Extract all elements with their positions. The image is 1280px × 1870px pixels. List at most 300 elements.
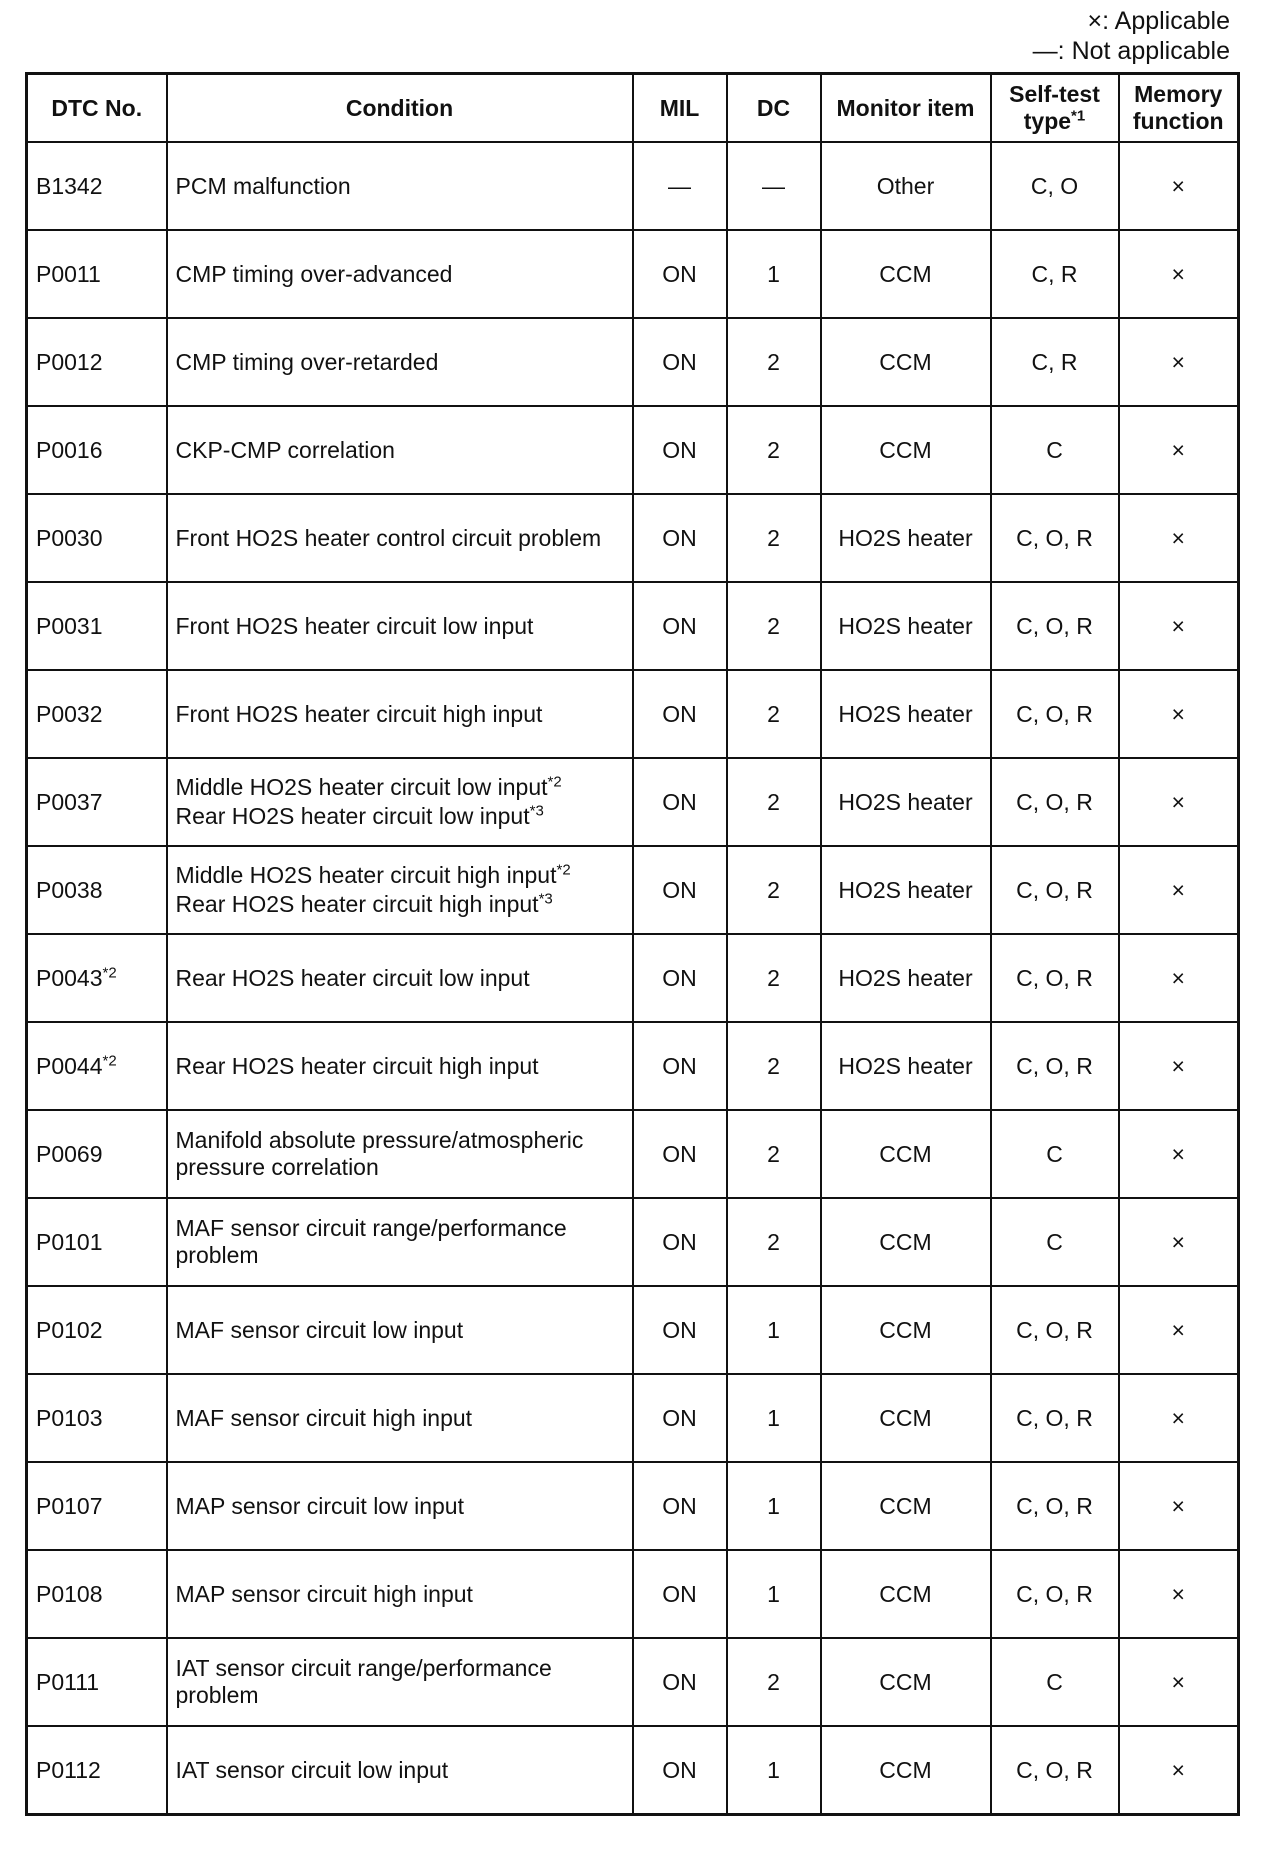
selftest-cell	[991, 494, 1119, 582]
condition-cell	[167, 934, 633, 1022]
memory-cell-value: ×	[1171, 700, 1185, 727]
selftest-cell-value: C	[1046, 1140, 1063, 1167]
memory-cell-value: ×	[1171, 1316, 1185, 1343]
dc-cell-value: 1	[767, 1492, 780, 1519]
condition-cell	[167, 670, 633, 758]
mil-cell	[633, 406, 727, 494]
memory-cell-value: ×	[1171, 1668, 1185, 1695]
mil-cell-value: ON	[662, 1404, 697, 1431]
table-row	[27, 142, 1239, 230]
selftest-cell-value: C, O, R	[1016, 524, 1093, 551]
condition-line	[176, 803, 624, 830]
dc-cell	[727, 1374, 821, 1462]
dtc-cell	[27, 1286, 167, 1374]
mil-cell-value: ON	[662, 436, 697, 463]
memory-cell-value: ×	[1171, 260, 1185, 287]
table-row	[27, 846, 1239, 934]
dtc-cell	[27, 1374, 167, 1462]
selftest-cell-value: C, O, R	[1016, 1404, 1093, 1431]
selftest-cell-value: C, R	[1031, 260, 1078, 287]
dtc-cell	[27, 846, 167, 934]
selftest-cell	[991, 1374, 1119, 1462]
monitor-cell	[821, 1550, 991, 1638]
condition-text: Middle HO2S heater circuit high input	[175, 862, 557, 888]
mil-cell	[633, 1198, 727, 1286]
memory-cell	[1119, 1550, 1239, 1638]
mil-cell	[633, 1022, 727, 1110]
dtc-cell	[27, 934, 167, 1022]
mil-cell	[633, 1638, 727, 1726]
condition-line	[176, 261, 624, 288]
selftest-cell-value: C, O, R	[1016, 964, 1093, 991]
dtc-code: P0101	[36, 1228, 103, 1255]
selftest-cell	[991, 142, 1119, 230]
selftest-cell-value: C, O, R	[1016, 788, 1093, 815]
dc-cell	[727, 1638, 821, 1726]
condition-text: Front HO2S heater control circuit problem	[175, 524, 602, 551]
monitor-cell-value: HO2S heater	[838, 612, 973, 639]
dc-cell-value: 2	[767, 788, 780, 815]
table-row	[27, 934, 1239, 1022]
table-row	[27, 582, 1239, 670]
memory-cell	[1119, 670, 1239, 758]
memory-cell	[1119, 318, 1239, 406]
selftest-cell-value: C, O, R	[1016, 1492, 1093, 1519]
monitor-cell	[821, 406, 991, 494]
dtc-code: P0043	[36, 964, 103, 991]
mil-cell	[633, 142, 727, 230]
dc-cell	[727, 1286, 821, 1374]
dc-cell-value: 2	[767, 612, 780, 639]
dtc-code: B1342	[36, 172, 103, 199]
monitor-cell	[821, 494, 991, 582]
mil-cell	[633, 758, 727, 846]
condition-cell	[167, 1550, 633, 1638]
condition-text: MAP sensor circuit high input	[175, 1580, 473, 1607]
legend	[1033, 6, 1230, 66]
dtc-cell	[27, 1110, 167, 1198]
table-row	[27, 1726, 1239, 1815]
dc-cell	[727, 846, 821, 934]
memory-cell	[1119, 406, 1239, 494]
dc-cell-value: 2	[767, 1140, 780, 1167]
condition-line	[176, 1405, 624, 1432]
condition-footnote: *2	[547, 773, 562, 791]
table-row	[27, 406, 1239, 494]
dc-cell-value: 1	[767, 260, 780, 287]
mil-cell-value: ON	[662, 788, 697, 815]
dtc-cell	[27, 1726, 167, 1815]
monitor-cell-value: CCM	[879, 436, 932, 463]
mil-cell	[633, 846, 727, 934]
condition-text: Front HO2S heater circuit low input	[175, 612, 534, 639]
condition-text: Middle HO2S heater circuit low input	[175, 774, 548, 800]
dc-cell-value: 1	[767, 1756, 780, 1783]
condition-cell	[167, 1462, 633, 1550]
monitor-cell-value: CCM	[879, 348, 932, 375]
dtc-code: P0102	[36, 1316, 103, 1343]
dtc-cell	[27, 230, 167, 318]
memory-cell-value: ×	[1171, 436, 1185, 463]
condition-cell	[167, 1022, 633, 1110]
dc-cell	[727, 1198, 821, 1286]
selftest-cell	[991, 1022, 1119, 1110]
condition-cell	[167, 1726, 633, 1815]
condition-line	[176, 613, 624, 640]
mil-cell-value: ON	[662, 1756, 697, 1783]
dtc-code: P0107	[36, 1492, 103, 1519]
condition-line	[176, 1655, 624, 1709]
memory-cell	[1119, 1462, 1239, 1550]
monitor-cell	[821, 1638, 991, 1726]
dtc-code: P0032	[36, 700, 103, 727]
table-row	[27, 494, 1239, 582]
condition-line	[176, 1581, 624, 1608]
table-row	[27, 758, 1239, 846]
dc-cell-value: 2	[767, 876, 780, 903]
condition-text: Rear HO2S heater circuit high input	[175, 1052, 539, 1079]
dtc-code: P0103	[36, 1404, 103, 1431]
monitor-cell	[821, 1022, 991, 1110]
memory-cell	[1119, 758, 1239, 846]
memory-cell-value: ×	[1171, 1756, 1185, 1783]
dc-cell	[727, 1462, 821, 1550]
monitor-cell-value: CCM	[879, 1756, 932, 1783]
memory-cell-value: ×	[1171, 612, 1185, 639]
dtc-code: P0012	[36, 348, 103, 375]
selftest-cell	[991, 582, 1119, 670]
dc-cell	[727, 230, 821, 318]
condition-cell	[167, 1286, 633, 1374]
selftest-cell	[991, 1198, 1119, 1286]
selftest-cell-value: C, O, R	[1016, 876, 1093, 903]
dc-cell	[727, 406, 821, 494]
condition-line	[176, 862, 624, 889]
selftest-cell	[991, 1638, 1119, 1726]
table-row	[27, 318, 1239, 406]
dc-cell	[727, 934, 821, 1022]
dc-cell-value: 1	[767, 1580, 780, 1607]
mil-cell-value: ON	[662, 964, 697, 991]
memory-cell	[1119, 1726, 1239, 1815]
condition-text: MAP sensor circuit low input	[175, 1492, 464, 1519]
condition-line	[176, 1757, 624, 1784]
mil-cell-value: ON	[662, 700, 697, 727]
monitor-cell-value: HO2S heater	[838, 1052, 973, 1079]
memory-cell	[1119, 1638, 1239, 1726]
monitor-cell-value: CCM	[879, 1668, 932, 1695]
monitor-cell	[821, 142, 991, 230]
monitor-cell	[821, 318, 991, 406]
condition-text: Front HO2S heater circuit high input	[175, 700, 543, 727]
memory-cell	[1119, 846, 1239, 934]
condition-cell	[167, 1198, 633, 1286]
monitor-cell-value: HO2S heater	[838, 964, 973, 991]
mil-cell-value: ON	[662, 1492, 697, 1519]
dc-cell	[727, 1022, 821, 1110]
selftest-cell-value: C	[1046, 1668, 1063, 1695]
condition-cell	[167, 582, 633, 670]
monitor-cell	[821, 1286, 991, 1374]
selftest-cell	[991, 1110, 1119, 1198]
dc-cell-value: 2	[767, 524, 780, 551]
selftest-cell-value: C, O, R	[1016, 1316, 1093, 1343]
condition-line	[176, 965, 624, 992]
memory-cell-value: ×	[1171, 964, 1185, 991]
dc-cell-value: 2	[767, 1228, 780, 1255]
monitor-cell-value: HO2S heater	[838, 524, 973, 551]
mil-cell-value: ON	[662, 1228, 697, 1255]
memory-cell-value: ×	[1171, 876, 1185, 903]
monitor-cell-value: Other	[876, 172, 935, 199]
mil-cell	[633, 1726, 727, 1815]
dc-cell-value: 2	[767, 700, 780, 727]
mil-cell-value: ON	[662, 1140, 697, 1167]
condition-cell	[167, 406, 633, 494]
condition-line	[176, 701, 624, 728]
dc-cell	[727, 1726, 821, 1815]
condition-cell	[167, 1110, 633, 1198]
condition-line	[176, 891, 624, 918]
header-mil: MIL	[633, 74, 727, 143]
condition-line	[176, 349, 624, 376]
mil-cell-value: ON	[662, 1668, 697, 1695]
dc-cell-value: 2	[767, 964, 780, 991]
dc-cell	[727, 1110, 821, 1198]
condition-line	[176, 1493, 624, 1520]
condition-text: IAT sensor circuit range/performance problem	[175, 1655, 552, 1708]
condition-text: Rear HO2S heater circuit low input	[175, 964, 530, 991]
dtc-footnote: *2	[102, 1051, 117, 1069]
memory-cell-value: ×	[1171, 788, 1185, 815]
dtc-cell	[27, 670, 167, 758]
header-selftest	[991, 74, 1119, 143]
monitor-cell	[821, 670, 991, 758]
dtc-code: P0044	[36, 1052, 103, 1079]
mil-cell-value: ON	[662, 876, 697, 903]
memory-cell-value: ×	[1171, 1580, 1185, 1607]
dtc-cell	[27, 1550, 167, 1638]
monitor-cell-value: HO2S heater	[838, 876, 973, 903]
condition-line	[176, 1053, 624, 1080]
selftest-cell	[991, 670, 1119, 758]
mil-cell	[633, 1462, 727, 1550]
selftest-cell-value: C, O, R	[1016, 612, 1093, 639]
condition-text: CMP timing over-retarded	[175, 348, 439, 375]
condition-text: CKP-CMP correlation	[175, 436, 395, 463]
dc-cell-value: —	[762, 172, 785, 199]
memory-cell	[1119, 582, 1239, 670]
condition-cell	[167, 318, 633, 406]
condition-text: Rear HO2S heater circuit high input	[175, 891, 539, 917]
condition-footnote: *3	[538, 890, 553, 908]
mil-cell	[633, 1110, 727, 1198]
dtc-table	[25, 72, 1240, 1816]
dtc-code: P0030	[36, 524, 103, 551]
memory-cell	[1119, 1022, 1239, 1110]
mil-cell-value: ON	[662, 348, 697, 375]
selftest-cell	[991, 318, 1119, 406]
dc-cell	[727, 758, 821, 846]
dtc-code: P0031	[36, 612, 103, 639]
dtc-code: P0038	[36, 876, 103, 903]
monitor-cell-value: CCM	[879, 1580, 932, 1607]
table-row	[27, 1110, 1239, 1198]
monitor-cell	[821, 1374, 991, 1462]
dtc-cell	[27, 1198, 167, 1286]
monitor-cell	[821, 230, 991, 318]
header-memory: Memory function	[1119, 74, 1239, 143]
selftest-cell	[991, 406, 1119, 494]
memory-cell-value: ×	[1171, 1140, 1185, 1167]
table-body	[27, 142, 1239, 1815]
condition-text: MAF sensor circuit range/performance problem	[175, 1215, 567, 1268]
mil-cell-value: ON	[662, 524, 697, 551]
memory-cell	[1119, 230, 1239, 318]
monitor-cell	[821, 1462, 991, 1550]
condition-cell	[167, 1638, 633, 1726]
condition-cell	[167, 494, 633, 582]
table-row	[27, 1286, 1239, 1374]
header-selftest-label: Self-test type	[1009, 81, 1100, 134]
monitor-cell	[821, 758, 991, 846]
mil-cell	[633, 494, 727, 582]
selftest-cell-value: C, O, R	[1016, 1052, 1093, 1079]
condition-footnote: *2	[556, 861, 571, 879]
condition-text: IAT sensor circuit low input	[175, 1756, 449, 1783]
header-selftest-footnote: *1	[1071, 107, 1086, 125]
monitor-cell	[821, 846, 991, 934]
memory-cell-value: ×	[1171, 172, 1185, 199]
condition-cell	[167, 758, 633, 846]
header-dc: DC	[727, 74, 821, 143]
condition-footnote: *3	[529, 802, 544, 820]
mil-cell-value: —	[668, 172, 691, 199]
condition-cell	[167, 142, 633, 230]
table-row	[27, 670, 1239, 758]
monitor-cell	[821, 1110, 991, 1198]
memory-cell-value: ×	[1171, 1404, 1185, 1431]
dtc-code: P0069	[36, 1140, 103, 1167]
memory-cell	[1119, 1286, 1239, 1374]
selftest-cell	[991, 758, 1119, 846]
selftest-cell-value: C, O, R	[1016, 1756, 1093, 1783]
mil-cell	[633, 1286, 727, 1374]
condition-line	[176, 1215, 624, 1269]
dc-cell	[727, 582, 821, 670]
dtc-cell	[27, 758, 167, 846]
header-row	[27, 74, 1239, 143]
memory-cell-value: ×	[1171, 1228, 1185, 1255]
dtc-footnote: *2	[102, 963, 117, 981]
dc-cell-value: 1	[767, 1316, 780, 1343]
dtc-cell	[27, 1022, 167, 1110]
dc-cell	[727, 670, 821, 758]
selftest-cell	[991, 1726, 1119, 1815]
mil-cell	[633, 318, 727, 406]
condition-line	[176, 173, 624, 200]
mil-cell-value: ON	[662, 612, 697, 639]
dc-cell-value: 2	[767, 348, 780, 375]
header-condition: Condition	[167, 74, 633, 143]
memory-cell	[1119, 1374, 1239, 1462]
header-dtc: DTC No.	[27, 74, 167, 143]
condition-text: MAF sensor circuit high input	[175, 1404, 473, 1431]
condition-text: CMP timing over-advanced	[175, 260, 453, 287]
selftest-cell	[991, 1286, 1119, 1374]
dtc-cell	[27, 406, 167, 494]
table-row	[27, 1198, 1239, 1286]
mil-cell-value: ON	[662, 1052, 697, 1079]
monitor-cell-value: CCM	[879, 260, 932, 287]
monitor-cell	[821, 1726, 991, 1815]
monitor-cell	[821, 934, 991, 1022]
selftest-cell	[991, 934, 1119, 1022]
condition-text: PCM malfunction	[175, 172, 351, 199]
mil-cell	[633, 670, 727, 758]
table-row	[27, 1374, 1239, 1462]
dc-cell-value: 1	[767, 1404, 780, 1431]
monitor-cell-value: CCM	[879, 1492, 932, 1519]
selftest-cell-value: C	[1046, 436, 1063, 463]
condition-line	[176, 525, 624, 552]
mil-cell-value: ON	[662, 1580, 697, 1607]
monitor-cell-value: CCM	[879, 1404, 932, 1431]
memory-cell	[1119, 494, 1239, 582]
selftest-cell-value: C, O	[1030, 172, 1079, 199]
dc-cell	[727, 318, 821, 406]
mil-cell	[633, 1550, 727, 1638]
dtc-code: P0108	[36, 1580, 103, 1607]
condition-cell	[167, 846, 633, 934]
dtc-cell	[27, 494, 167, 582]
selftest-cell	[991, 1550, 1119, 1638]
dc-cell	[727, 1550, 821, 1638]
legend-not-applicable: —: Not applicable	[1032, 37, 1230, 65]
condition-text: MAF sensor circuit low input	[175, 1316, 464, 1343]
dc-cell-value: 2	[767, 1052, 780, 1079]
dtc-cell	[27, 1462, 167, 1550]
table-row	[27, 1462, 1239, 1550]
dc-cell-value: 2	[767, 436, 780, 463]
condition-cell	[167, 1374, 633, 1462]
condition-text: Manifold absolute pressure/atmospheric pressure correlation	[175, 1127, 584, 1180]
selftest-cell	[991, 846, 1119, 934]
dtc-code: P0112	[36, 1756, 101, 1783]
dtc-code: P0011	[36, 260, 101, 287]
condition-line	[176, 774, 624, 801]
condition-line	[176, 1317, 624, 1344]
mil-cell	[633, 934, 727, 1022]
memory-cell	[1119, 934, 1239, 1022]
memory-cell-value: ×	[1171, 1492, 1185, 1519]
dtc-cell	[27, 142, 167, 230]
monitor-cell-value: CCM	[879, 1316, 932, 1343]
memory-cell-value: ×	[1171, 1052, 1185, 1079]
dtc-code: P0016	[36, 436, 103, 463]
condition-cell	[167, 230, 633, 318]
dtc-cell	[27, 1638, 167, 1726]
mil-cell	[633, 230, 727, 318]
table-row	[27, 1550, 1239, 1638]
selftest-cell-value: C, O, R	[1016, 1580, 1093, 1607]
selftest-cell-value: C	[1046, 1228, 1063, 1255]
monitor-cell-value: CCM	[879, 1228, 932, 1255]
selftest-cell-value: C, O, R	[1016, 700, 1093, 727]
selftest-cell-value: C, R	[1031, 348, 1078, 375]
table-row	[27, 1638, 1239, 1726]
condition-text: Rear HO2S heater circuit low input	[175, 803, 530, 829]
